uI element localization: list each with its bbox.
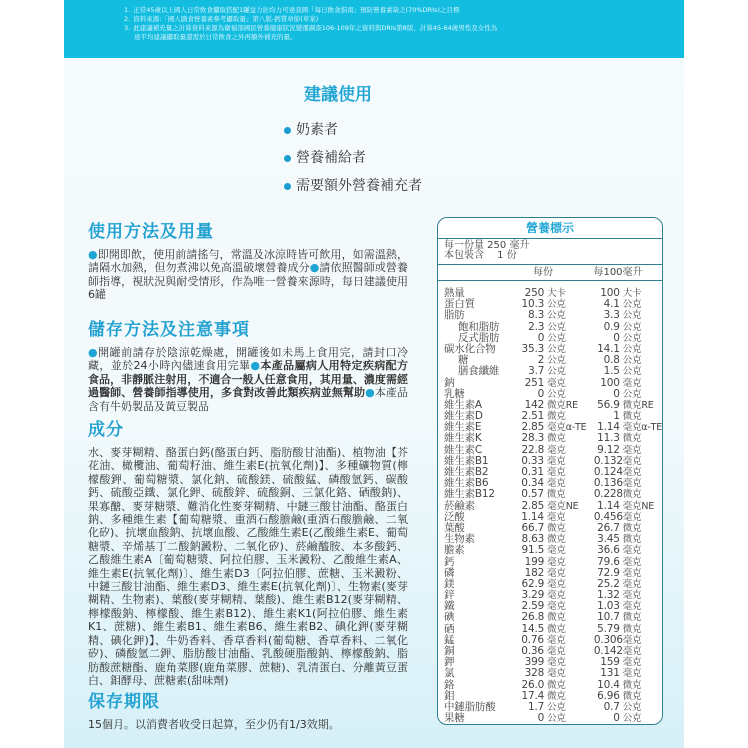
value-per-100ml: 0 [613, 387, 620, 400]
bullet-dot-icon [284, 127, 291, 134]
nutrient-name: 熱量 [444, 287, 465, 299]
value-per-100ml: 131 [600, 667, 620, 680]
nutrition-row [444, 433, 662, 444]
unit-per-serving: 毫克 [547, 545, 566, 557]
value-per-serving: 199 [524, 555, 545, 568]
nutrient-name: 碘 [444, 611, 455, 624]
value-per-serving: 28.3 [521, 432, 545, 445]
nutrient-name: 果糖 [444, 712, 465, 725]
value-per-100ml: 25.2 [597, 577, 620, 590]
nutrition-row [444, 310, 662, 321]
value-per-serving: 22.8 [521, 443, 545, 456]
unit-per-100ml: 微克 [622, 534, 642, 546]
nutrient-name: 銅 [444, 645, 455, 657]
value-per-serving: 251 [524, 376, 545, 389]
value-per-100ml: 0.8 [603, 354, 620, 367]
value-per-serving: 1.7 [528, 700, 545, 713]
unit-per-100ml: 毫克α-TE [622, 422, 662, 434]
nutrition-title: 營養標示 [438, 218, 662, 239]
unit-per-serving: 公克 [547, 310, 566, 322]
unit-per-serving: 微克 [547, 623, 566, 635]
nutrient-name: 反式脂肪 [458, 331, 500, 344]
nutrition-row [444, 288, 662, 299]
nutrient-name: 維生素B12 [444, 488, 495, 501]
value-per-serving: 14.5 [521, 622, 545, 635]
nutrient-name: 泛酸 [444, 510, 465, 523]
nutrition-row [444, 366, 662, 377]
value-per-100ml: 56.9 [597, 398, 620, 411]
unit-per-serving: 毫克 [546, 467, 566, 478]
nutrient-name: 鈉 [444, 376, 455, 389]
unit-per-serving: 毫克 [547, 377, 566, 389]
value-per-serving: 26.8 [521, 611, 545, 624]
unit-per-serving: 微克RE [547, 399, 578, 411]
nutrient-name: 蛋白質 [444, 298, 475, 311]
value-per-serving: 0.57 [521, 488, 544, 501]
nutrient-name: 磷 [444, 566, 455, 579]
value-per-100ml: 1.14 [597, 499, 620, 512]
value-per-100ml: 0.136 [593, 477, 623, 490]
value-per-100ml: 10.7 [597, 611, 620, 624]
value-per-serving: 2.59 [521, 600, 545, 613]
unit-per-serving: 微克 [547, 411, 566, 423]
unit-per-100ml: 公克 [622, 701, 642, 713]
unit-per-serving: 微克 [547, 522, 566, 534]
unit-per-serving: 公克 [547, 388, 566, 400]
unit-per-100ml: 大卡 [622, 288, 642, 299]
value-per-100ml: 9.12 [597, 443, 620, 456]
value-per-serving: 35.3 [521, 342, 545, 355]
nutrient-name: 維生素E [444, 421, 482, 434]
usage-title: 使用方法及用量 [88, 222, 214, 242]
value-per-100ml: 14.1 [597, 342, 620, 355]
nutrition-row [444, 624, 662, 635]
nutrient-name: 維生素D [444, 410, 483, 423]
nutrient-name: 碳水化合物 [444, 342, 496, 355]
usage-section [88, 217, 408, 302]
unit-per-serving: 微克 [547, 433, 566, 445]
unit-per-100ml: 公克 [622, 332, 642, 344]
shelf-life-section [88, 687, 340, 731]
nutrition-row [444, 512, 662, 523]
unit-per-100ml: 微克 [622, 411, 642, 423]
shelf-life-text: 15個月。以消費者收受日起算，至少仍有1/3效期。 [88, 718, 340, 731]
nutrient-name: 維生素B2 [444, 466, 489, 478]
suggested-use-item: 需要額外營養補充者 [284, 172, 422, 200]
nutrition-row [444, 344, 662, 355]
nutrient-name: 鉻 [444, 678, 455, 691]
value-per-serving: 62.9 [521, 577, 545, 590]
value-per-100ml: 10.4 [597, 678, 620, 691]
ingredients-text: 水、麥芽糊精、酪蛋白鈣(酪蛋白鈣、脂肪酸甘油酯)、植物油【芥花油、橄欖油、葡萄籽油、維生素E(抗氧化劑)】、多種礦物質(檸檬酸鉀、葡萄糖漿、氯化鈉、硫酸鎂、硫酸錳、磷酸氫鈣、碳酸鈣、硫酸亞鐵、氯化鉀、硫酸鋅、硫酸銅、三氯化鉻、硒酸鈉)、果寡醣、麥芽糖漿、難消化性麥芽糊精、中鏈三酸甘油酯、酪蛋白鈉、多種維生素【葡萄糖漿、重酒石酸膽鹼(重酒石酸膽鹼、二氧化矽)、抗壞血酸鈉、抗壞血酸、乙酸維生素E(乙酸維生素E、葡萄糖漿、辛烯基丁二酸鈉澱粉、二氧化矽)、菸鹼醯胺、本多酸鈣、乙酸維生素A〔葡萄糖漿、阿拉伯膠、玉米澱粉、乙酸維生素A、維生素E(抗氧化劑)〕、維生素D3〔阿拉伯膠、蔗糖、玉米澱粉、中鏈三酸甘油酯、維生素D3、維生素E(抗氧化劑)〕、生物素(麥芽糊精、生物素)、葉酸(麥芽糊精、葉酸)、維生素B12(麥芽糊精、檸檬酸鈉、檸檬酸、維生素B12)、維生素K1(阿拉伯膠、維生素K1、蔗糖)、維生素B1、維生素B6、維生素B2、碘化鉀(麥芽糊精、碘化鉀)】、牛奶香料、香草香料(葡萄糖、香草香料、二氧化矽)、磷酸氫二鉀、脂肪酸甘油酯、乳酸硬脂酸鈉、檸檬酸鈉、脂肪酸蔗糖酯、鹿角菜膠(鹿角菜膠、蔗糖)、乳清蛋白、分離黃豆蛋白、鉬酵母、蔗糖素(甜味劑) [88, 446, 408, 687]
unit-per-serving: 公克 [547, 713, 566, 725]
value-per-100ml: 100 [600, 287, 620, 299]
nutrient-name: 膳食纖維 [458, 365, 500, 378]
value-per-100ml: 0 [613, 331, 620, 344]
unit-per-serving: 公克 [547, 366, 566, 378]
unit-per-100ml: 毫克 [622, 511, 642, 523]
unit-per-serving: 公克 [547, 321, 566, 333]
unit-per-serving: 毫克 [546, 634, 566, 646]
nutrition-facts-table [437, 217, 663, 725]
unit-per-100ml: 毫克 [622, 444, 642, 456]
footnote-item: 2. 資料來源:「國人膳食營養素參考攝取量」第八版-鈣質章節(草案) [124, 15, 319, 23]
nutrient-name: 糖 [458, 354, 469, 367]
unit-per-100ml: 毫克 [622, 590, 642, 602]
unit-per-100ml: 毫克 [622, 467, 642, 478]
unit-per-serving: 毫克 [546, 478, 566, 490]
unit-per-serving: 微克 [546, 489, 566, 501]
value-per-serving: 0 [537, 387, 545, 400]
servings-per-pack: 本包裝含 1 份 [444, 250, 517, 261]
footnote-item: 達平均建議攝取量還需於日常飲食之外再額外補充的量。 [134, 33, 297, 41]
nutrition-row [444, 579, 662, 590]
unit-per-serving: 毫克 [546, 455, 566, 467]
bullet-dot-icon [284, 155, 291, 162]
unit-per-100ml: 毫克 [622, 567, 642, 579]
nutrient-name: 錳 [444, 633, 455, 646]
value-per-100ml: 3.3 [603, 309, 620, 322]
unit-per-100ml: 毫克 [622, 601, 642, 613]
shelf-life-title: 保存期限 [88, 692, 160, 712]
value-per-serving: 328 [524, 667, 545, 680]
nutrient-name: 膽素 [444, 544, 465, 557]
nutrient-name: 鎂 [444, 577, 455, 590]
nutrition-row [444, 646, 662, 657]
unit-per-serving: 毫克 [547, 657, 566, 669]
value-per-100ml: 1.32 [597, 589, 620, 602]
value-per-serving: 8.63 [521, 533, 545, 546]
suggested-use-list [284, 116, 422, 200]
usage-text: ●即開即飲，使用前請搖勻，常溫及冰涼時皆可飲用，如需溫熱，請隔水加熱，但勿煮沸以免高溫破壞營養成分●請依照醫師或營養師指導，視狀況與耐受情形，作為唯一營養來源時，每日建議使用6罐 [88, 248, 409, 302]
value-per-serving: 2.51 [521, 410, 545, 423]
value-per-100ml: 4.1 [603, 298, 620, 311]
value-per-100ml: 3.45 [597, 533, 620, 546]
unit-per-100ml: 微克 [622, 522, 642, 534]
nutrient-name: 氯 [444, 667, 455, 680]
unit-per-serving: 毫克 [547, 578, 566, 590]
storage-title: 儲存方法及注意事項 [88, 320, 250, 340]
value-per-serving: 91.5 [521, 544, 545, 557]
value-per-100ml: 6.96 [597, 689, 620, 702]
nutrition-row [444, 590, 662, 601]
unit-per-serving: 微克 [547, 690, 566, 702]
unit-per-100ml: 公克 [622, 355, 642, 367]
unit-per-100ml: 毫克 [622, 578, 642, 590]
value-per-100ml: 1 [613, 410, 620, 423]
value-per-100ml: 1.03 [597, 600, 620, 613]
unit-per-100ml: 毫克 [622, 646, 642, 657]
value-per-serving: 399 [524, 656, 545, 669]
value-per-100ml: 26.7 [597, 521, 620, 534]
serving-info [438, 239, 662, 265]
nutrition-row [444, 378, 662, 389]
unit-per-serving: 毫克NE [547, 500, 579, 512]
value-per-serving: 250 [524, 287, 545, 299]
nutrient-name: 菸鹼素 [444, 499, 475, 512]
unit-per-100ml: 微克 [622, 489, 642, 501]
nutrient-name: 脂肪 [444, 309, 465, 322]
nutrient-name: 鐵 [444, 600, 455, 613]
unit-per-100ml: 毫克 [622, 545, 642, 557]
nutrient-name: 鋅 [444, 589, 455, 602]
storage-section [88, 315, 408, 413]
value-per-100ml: 0 [613, 712, 620, 725]
footnote-item: 3. 此建議補充量之計算資料來源為衛福部國民營養健康狀況變遷調查106-109年之資料與DRIs第8版，計算45-64歲男性及女性為 [124, 24, 498, 32]
unit-per-serving: 毫克 [546, 511, 566, 523]
value-per-100ml: 0.9 [603, 320, 620, 333]
nutrition-row [444, 713, 662, 724]
col-per-100ml: 每100毫升 [593, 267, 643, 278]
nutrient-name: 鉀 [444, 656, 455, 669]
ingredients-section [88, 415, 408, 687]
unit-per-100ml: 微克 [622, 433, 642, 445]
bullet-dot-icon [284, 183, 291, 190]
nutrition-row [444, 635, 662, 646]
nutrition-row [444, 501, 662, 512]
value-per-serving: 2.85 [521, 421, 545, 434]
value-per-serving: 3.29 [521, 589, 545, 602]
nutrition-row [444, 568, 662, 579]
value-per-serving: 0.34 [521, 477, 544, 490]
bullet-dot-icon: ● [88, 346, 99, 359]
unit-per-100ml: 公克 [622, 343, 642, 355]
suggested-use-item: 營養補給者 [284, 144, 422, 172]
nutrient-name: 鉬 [444, 689, 455, 702]
unit-per-serving: 公克 [547, 299, 566, 311]
value-per-serving: 26.0 [521, 678, 545, 691]
nutrition-row [444, 657, 662, 668]
nutrient-name: 維生素A [444, 398, 482, 411]
col-per-serving: 每份 [533, 267, 553, 278]
unit-per-serving: 大卡 [547, 288, 566, 299]
unit-per-serving: 毫克 [547, 668, 566, 680]
unit-per-serving: 公克 [547, 343, 566, 355]
unit-per-100ml: 公克 [622, 310, 642, 322]
unit-per-100ml: 公克 [622, 299, 642, 311]
value-per-serving: 142 [524, 398, 545, 411]
value-per-100ml: 0.228 [593, 488, 623, 501]
unit-per-100ml: 毫克 [622, 455, 642, 467]
unit-per-100ml: 公克 [622, 713, 642, 725]
unit-per-100ml: 毫克 [622, 556, 642, 568]
bullet-dot-icon: ● [88, 248, 98, 261]
unit-per-100ml: 毫克 [622, 478, 642, 490]
nutrient-name: 鈣 [444, 555, 455, 568]
unit-per-serving: 毫克 [547, 556, 566, 568]
unit-per-100ml: 毫克NE [622, 500, 655, 512]
nutrition-row [444, 612, 662, 623]
bullet-dot-icon: ● [250, 359, 261, 373]
unit-per-serving: 微克 [547, 534, 566, 546]
value-per-100ml: 0.132 [593, 454, 623, 467]
unit-per-100ml: 微克 [622, 623, 642, 635]
nutrition-row [444, 668, 662, 679]
value-per-serving: 182 [524, 566, 545, 579]
nutrition-row [444, 534, 662, 545]
value-per-100ml: 0.7 [603, 700, 620, 713]
unit-per-100ml: 微克 [622, 612, 642, 624]
unit-per-serving: 微克 [547, 679, 566, 691]
nutrient-name: 維生素C [444, 443, 483, 456]
unit-per-100ml: 公克 [622, 321, 642, 333]
value-per-100ml: 0.456 [593, 510, 623, 523]
value-per-serving: 66.7 [521, 521, 545, 534]
value-per-100ml: 0.124 [593, 466, 623, 478]
unit-per-serving: 毫克 [546, 646, 566, 657]
suggested-use-item: 奶素者 [284, 116, 422, 144]
value-per-serving: 10.3 [521, 298, 545, 311]
serving-size: 每一份量 250 毫升 [444, 240, 530, 251]
nutrition-row [444, 523, 662, 534]
value-per-serving: 2 [537, 354, 545, 367]
unit-per-serving: 公克 [547, 355, 566, 367]
bullet-dot-icon: ● [365, 386, 375, 400]
nutrient-name: 維生素B6 [444, 477, 489, 490]
nutrient-name: 葉酸 [444, 521, 465, 534]
value-per-100ml: 159 [600, 656, 620, 669]
ingredients-title: 成分 [88, 420, 124, 440]
value-per-100ml: 36.6 [597, 544, 620, 557]
unit-per-serving: 微克 [547, 612, 566, 624]
footnote-item: 1. 正常45歲以上國人日常飲食攝取搭配1罐益力壯均力可達我國「每日飲食指南」預防營養素缺乏(70%DRIs)之目標 [124, 6, 460, 14]
value-per-serving: 17.4 [521, 689, 545, 702]
nutrition-row [444, 545, 662, 556]
unit-per-serving: 公克 [547, 701, 566, 713]
value-per-100ml: 1.5 [603, 365, 620, 378]
nutrient-name: 硒 [444, 622, 455, 635]
unit-per-serving: 公克 [547, 332, 566, 344]
value-per-100ml: 5.79 [597, 622, 620, 635]
bullet-dot-icon: ● [309, 261, 320, 275]
value-per-serving: 0 [537, 331, 545, 344]
unit-per-serving: 毫克 [547, 567, 566, 579]
nutrition-rows [438, 281, 662, 724]
nutrition-row [444, 299, 662, 310]
nutrition-row [444, 489, 662, 500]
value-per-serving: 3.7 [528, 365, 545, 378]
unit-per-serving: 毫克 [547, 444, 566, 456]
value-per-100ml: 72.9 [597, 566, 620, 579]
nutrition-row [444, 557, 662, 568]
value-per-serving: 0 [537, 712, 545, 725]
footnote-list [64, 0, 684, 42]
unit-per-100ml: 毫克 [622, 377, 642, 389]
value-per-100ml: 100 [600, 376, 620, 389]
nutrient-name: 維生素K [444, 432, 482, 445]
footnote-banner [64, 0, 684, 58]
nutrition-row [444, 680, 662, 691]
value-per-serving: 0.33 [521, 454, 544, 467]
nutrition-row [444, 601, 662, 612]
nutrition-header [438, 265, 662, 281]
nutrient-name: 生物素 [444, 533, 475, 546]
storage-text: ●開罐前請存於陰涼乾燥處，開罐後如未馬上食用完，請封口冷藏，並於24小時內儘速食用完畢●本產品屬病人用特定疾病配方食品，非靜脈注射用，不適合一般人任意食用，其用量、濃度需經過醫師、營養師指導使用，多食對改善此類疾病並無幫助●本產品含有牛奶製品及黃豆製品 [88, 346, 409, 413]
value-per-serving: 0.36 [521, 645, 544, 657]
value-per-serving: 8.3 [528, 309, 545, 322]
unit-per-serving: 毫克 [547, 590, 566, 602]
unit-per-100ml: 微克 [622, 690, 642, 702]
value-per-100ml: 11.3 [597, 432, 620, 445]
nutrient-name: 維生素B1 [444, 454, 489, 467]
unit-per-100ml: 公克 [622, 366, 642, 378]
value-per-100ml: 0.142 [593, 645, 623, 657]
suggested-use-title: 建議使用 [304, 85, 372, 105]
value-per-100ml: 79.6 [597, 555, 620, 568]
unit-per-serving: 毫克α-TE [547, 422, 587, 434]
value-per-serving: 0.76 [521, 633, 544, 646]
unit-per-100ml: 毫克 [622, 634, 642, 646]
unit-per-100ml: 公克 [622, 388, 642, 400]
value-per-serving: 1.14 [521, 510, 544, 523]
value-per-serving: 2.85 [521, 499, 545, 512]
product-info-panel [64, 0, 684, 748]
value-per-serving: 2.3 [528, 320, 545, 333]
nutrient-name: 中鏈脂肪酸 [444, 700, 496, 713]
nutrient-name: 乳糖 [444, 387, 465, 400]
value-per-100ml: 0.306 [593, 633, 623, 646]
value-per-100ml: 1.14 [597, 421, 620, 434]
nutrition-row [444, 702, 662, 713]
unit-per-100ml: 微克RE [622, 399, 654, 411]
unit-per-100ml: 毫克 [622, 657, 642, 669]
value-per-serving: 0.31 [521, 466, 544, 478]
unit-per-100ml: 微克 [622, 679, 642, 691]
unit-per-serving: 毫克 [547, 601, 566, 613]
unit-per-100ml: 毫克 [622, 668, 642, 680]
nutrient-name: 飽和脂肪 [458, 320, 500, 333]
